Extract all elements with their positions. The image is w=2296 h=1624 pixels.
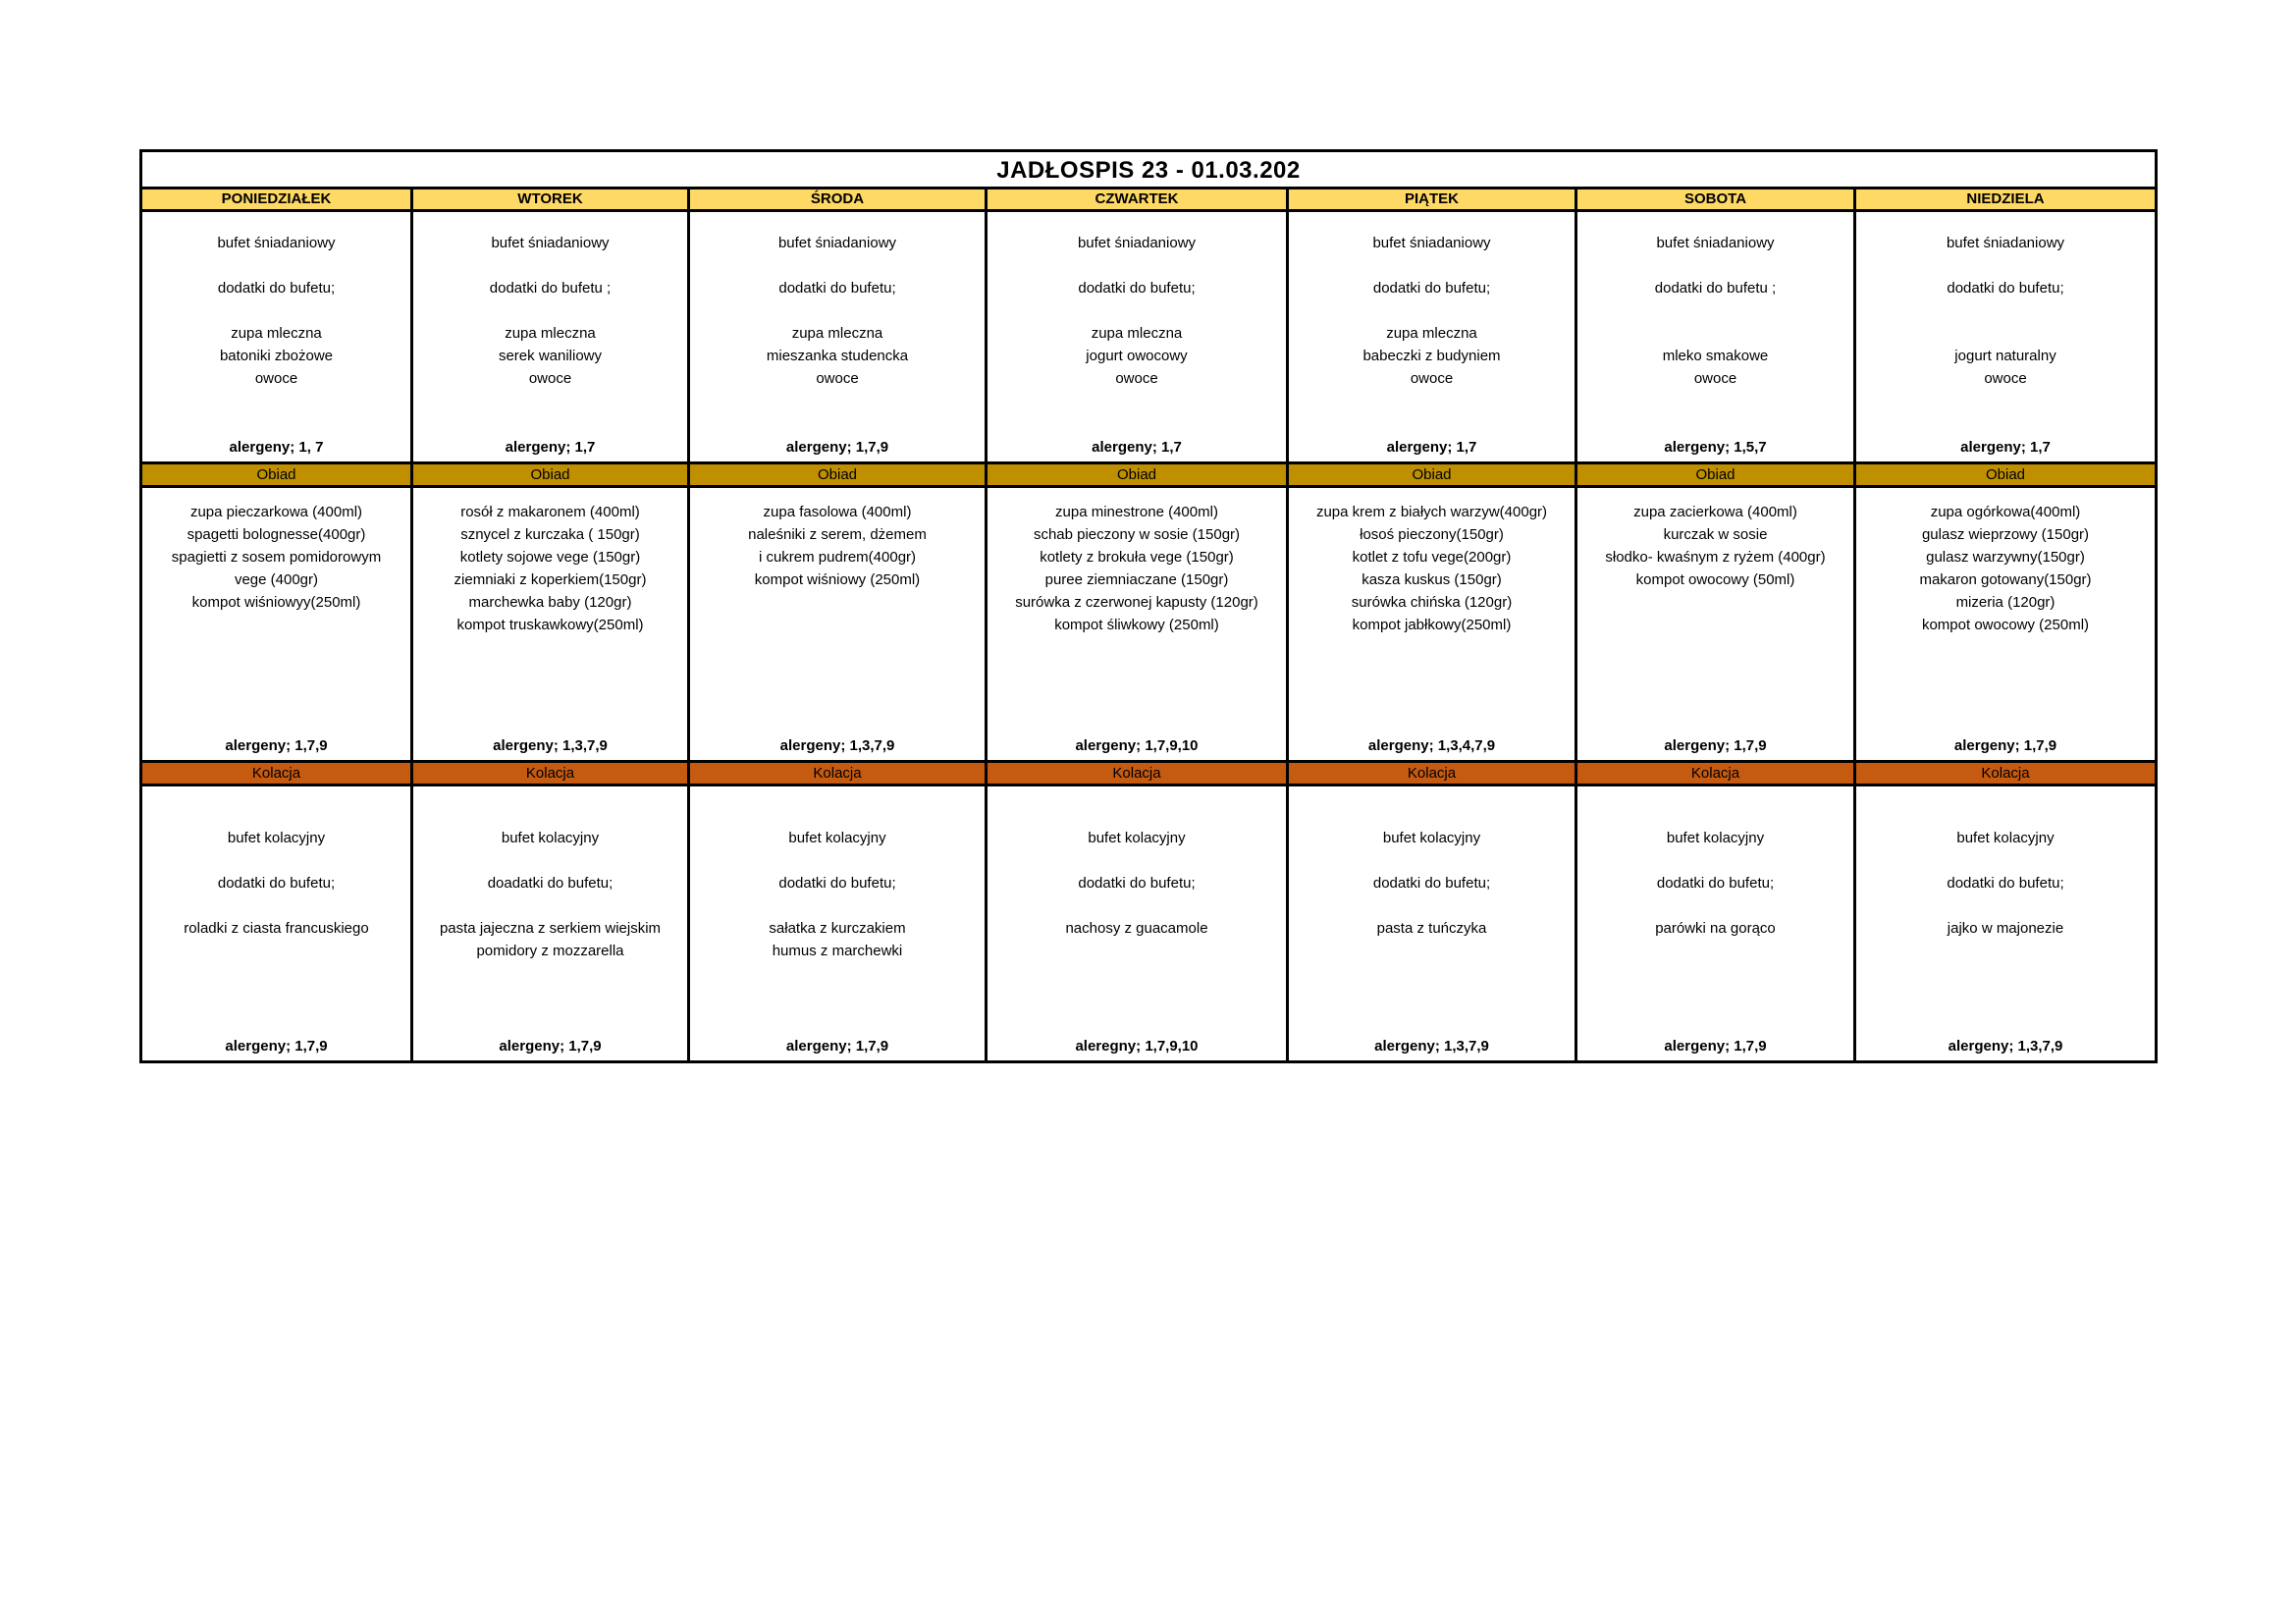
- menu-item-line: [142, 299, 410, 322]
- menu-item-line: jajko w majonezie: [1947, 920, 2064, 937]
- menu-item-line: kotlety z brokuła vege (150gr): [1040, 549, 1234, 566]
- allergens-label: alergeny; 1,7,9: [1953, 737, 2057, 754]
- menu-item-line: pasta jajeczna z serkiem wiejskim: [439, 920, 662, 937]
- menu-items: [1577, 827, 1853, 940]
- allergens-label: alergeny; 1,7,9: [785, 439, 889, 456]
- menu-item-line: doadatki do bufetu;: [487, 875, 614, 892]
- menu-item-line: [1856, 254, 2155, 277]
- menu-item-line: spagietti z sosem pomidorowym: [171, 549, 382, 566]
- menu-item-line: dodatki do bufetu;: [217, 875, 336, 892]
- menu-item-line: mieszanka studencka: [766, 348, 909, 364]
- obiad-label: Obiad: [413, 464, 690, 485]
- day-header-tuesday: WTOREK: [413, 189, 690, 209]
- menu-items: [988, 501, 1286, 636]
- menu-items: [1856, 232, 2155, 390]
- dinner-cell-wednesday: [690, 786, 988, 1060]
- menu-item-line: [413, 894, 687, 917]
- menu-items: [413, 827, 687, 962]
- menu-item-line: owoce: [528, 370, 572, 387]
- menu-item-line: kompot truskawkowy(250ml): [456, 617, 644, 633]
- kolacja-label: Kolacja: [988, 763, 1289, 784]
- allergens-label: alergeny; 1, 7: [229, 439, 324, 456]
- menu-item-line: słodko- kwaśnym z ryżem (400gr): [1605, 549, 1826, 566]
- breakfast-cell-monday: [142, 212, 413, 461]
- menu-item-line: kurczak w sosie: [1663, 526, 1768, 543]
- menu-item-line: [988, 849, 1286, 872]
- menu-item-line: kotlety sojowe vege (150gr): [459, 549, 641, 566]
- menu-item-line: kompot wiśniowy (250ml): [754, 571, 921, 588]
- kolacja-header-row: [142, 763, 2155, 786]
- menu-item-line: jogurt naturalny: [1954, 348, 2056, 364]
- obiad-label: Obiad: [1985, 466, 2026, 483]
- menu-item-line: ziemniaki z koperkiem(150gr): [454, 571, 647, 588]
- allergens-label: alergeny; 1,3,7,9: [1948, 1038, 2063, 1055]
- menu-items: [413, 232, 687, 390]
- kolacja-label: Kolacja: [413, 763, 690, 784]
- obiad-label: Obiad: [142, 464, 413, 485]
- lunch-cell-monday: [142, 488, 413, 760]
- obiad-label: Obiad: [690, 464, 988, 485]
- menu-table: [139, 149, 2158, 1063]
- menu-item-line: dodatki do bufetu ;: [489, 280, 612, 297]
- menu-item-line: [142, 254, 410, 277]
- day-header-friday: PIĄTEK: [1289, 189, 1577, 209]
- menu-item-line: bufet kolacyjny: [1382, 830, 1481, 846]
- menu-item-line: spagetti bolognesse(400gr): [187, 526, 366, 543]
- menu-item-line: dodatki do bufetu ;: [1654, 280, 1777, 297]
- menu-items: [690, 232, 985, 390]
- menu-item-line: kompot wiśniowyy(250ml): [191, 594, 361, 611]
- menu-item-line: zupa fasolowa (400ml): [763, 504, 912, 520]
- menu-items: [1577, 232, 1853, 390]
- menu-item-line: naleśniki z serem, dżemem: [748, 526, 927, 543]
- menu-item-line: bufet śniadaniowy: [1077, 235, 1197, 251]
- menu-item-line: parówki na gorąco: [1655, 920, 1776, 937]
- menu-item-line: bufet kolacyjny: [1088, 830, 1186, 846]
- menu-item-line: [1577, 322, 1853, 345]
- menu-item-line: humus z marchewki: [772, 943, 903, 959]
- menu-item-line: sznycel z kurczaka ( 150gr): [460, 526, 640, 543]
- menu-item-line: [413, 849, 687, 872]
- menu-item-line: [1577, 894, 1853, 917]
- breakfast-cell-sunday: [1856, 212, 2155, 461]
- kolacja-label: Kolacja: [1289, 763, 1577, 784]
- menu-item-line: zupa zacierkowa (400ml): [1633, 504, 1797, 520]
- day-header-thursday: CZWARTEK: [988, 189, 1289, 209]
- menu-item-line: gulasz warzywny(150gr): [1926, 549, 2085, 566]
- menu-item-line: [1289, 299, 1575, 322]
- allergens-label: alergeny; 1,7: [1386, 439, 1477, 456]
- day-header-monday: PONIEDZIAŁEK: [142, 189, 413, 209]
- days-header-row: [142, 189, 2155, 212]
- menu-item-line: dodatki do bufetu;: [778, 280, 896, 297]
- menu-item-line: vege (400gr): [234, 571, 319, 588]
- menu-item-line: i cukrem pudrem(400gr): [758, 549, 917, 566]
- menu-items: [988, 827, 1286, 940]
- menu-item-line: serek waniliowy: [498, 348, 603, 364]
- obiad-label: Obiad: [988, 464, 1289, 485]
- menu-item-line: [1856, 849, 2155, 872]
- menu-item-line: zupa mleczna: [505, 325, 596, 342]
- obiad-header-row: [142, 464, 2155, 488]
- menu-item-line: [690, 849, 985, 872]
- menu-items: [413, 501, 687, 636]
- menu-item-line: [1289, 254, 1575, 277]
- menu-items: [1289, 501, 1575, 636]
- dinner-cell-friday: [1289, 786, 1577, 1060]
- menu-item-line: makaron gotowany(150gr): [1919, 571, 2092, 588]
- menu-item-line: zupa krem z białych warzyw(400gr): [1315, 504, 1548, 520]
- menu-item-line: zupa ogórkowa(400ml): [1930, 504, 2081, 520]
- menu-item-line: kompot owocowy (250ml): [1921, 617, 2090, 633]
- menu-item-line: [988, 894, 1286, 917]
- menu-item-line: zupa mleczna: [1091, 325, 1183, 342]
- allergens-label: alergeny; 1,7,9: [499, 1038, 602, 1055]
- menu-item-line: bufet kolacyjny: [788, 830, 886, 846]
- menu-item-line: bufet śniadaniowy: [217, 235, 336, 251]
- breakfast-cell-friday: [1289, 212, 1577, 461]
- dinner-cell-thursday: [988, 786, 1289, 1060]
- menu-item-line: owoce: [1693, 370, 1737, 387]
- menu-item-line: roladki z ciasta francuskiego: [184, 920, 369, 937]
- menu-item-line: mizeria (120gr): [1955, 594, 2056, 611]
- breakfast-cell-tuesday: [413, 212, 690, 461]
- menu-item-line: bufet kolacyjny: [227, 830, 326, 846]
- menu-item-line: surówka z czerwonej kapusty (120gr): [1015, 594, 1258, 611]
- menu-item-line: bufet kolacyjny: [501, 830, 600, 846]
- menu-item-line: kompot śliwkowy (250ml): [1054, 617, 1219, 633]
- breakfast-cell-thursday: [988, 212, 1289, 461]
- menu-item-line: dodatki do bufetu;: [1372, 280, 1491, 297]
- menu-items: [142, 501, 410, 614]
- menu-item-line: [988, 299, 1286, 322]
- menu-item-line: [413, 299, 687, 322]
- lunch-cell-saturday: [1577, 488, 1856, 760]
- menu-item-line: owoce: [1984, 370, 2027, 387]
- menu-item-line: nachosy z guacamole: [1065, 920, 1208, 937]
- menu-items: [690, 501, 985, 591]
- allergens-label: alergeny; 1,3,7,9: [1374, 1038, 1489, 1055]
- menu-item-line: marchewka baby (120gr): [468, 594, 632, 611]
- menu-item-line: [690, 254, 985, 277]
- menu-item-line: bufet kolacyjny: [1666, 830, 1765, 846]
- menu-items: [1577, 501, 1853, 591]
- kolacja-label: Kolacja: [142, 763, 413, 784]
- menu-item-line: dodatki do bufetu;: [1372, 875, 1491, 892]
- dinner-cell-saturday: [1577, 786, 1856, 1060]
- menu-item-line: [1577, 299, 1853, 322]
- menu-item-line: [1856, 894, 2155, 917]
- lunch-cell-friday: [1289, 488, 1577, 760]
- menu-items: [1856, 827, 2155, 940]
- menu-item-line: [413, 254, 687, 277]
- menu-item-line: dodatki do bufetu;: [1078, 875, 1196, 892]
- dinner-cell-tuesday: [413, 786, 690, 1060]
- allergens-label: alergeny; 1,7: [505, 439, 596, 456]
- menu-item-line: kompot jabłkowy(250ml): [1352, 617, 1512, 633]
- menu-item-line: dodatki do bufetu;: [1078, 280, 1196, 297]
- menu-items: [1289, 827, 1575, 940]
- day-header-wednesday: ŚRODA: [690, 189, 988, 209]
- menu-item-line: owoce: [816, 370, 859, 387]
- menu-item-line: kasza kuskus (150gr): [1362, 571, 1502, 588]
- menu-item-line: pomidory z mozzarella: [476, 943, 624, 959]
- menu-item-line: pasta z tuńczyka: [1376, 920, 1487, 937]
- menu-item-line: kotlet z tofu vege(200gr): [1352, 549, 1512, 566]
- allergens-label: alergeny; 1,7,9: [1664, 737, 1767, 754]
- allergens-label: alergeny; 1,7,9: [225, 1038, 328, 1055]
- menu-item-line: dodatki do bufetu;: [217, 280, 336, 297]
- menu-items: [690, 827, 985, 962]
- menu-item-line: zupa mleczna: [231, 325, 322, 342]
- menu-item-line: dodatki do bufetu;: [1656, 875, 1775, 892]
- lunch-cell-tuesday: [413, 488, 690, 760]
- lunch-cell-thursday: [988, 488, 1289, 760]
- lunch-section: [142, 488, 2155, 763]
- menu-item-line: [988, 254, 1286, 277]
- allergens-label: alergeny; 1,3,7,9: [779, 737, 895, 754]
- allergens-label: alergeny; 1,7,9: [225, 737, 328, 754]
- dinner-section: [142, 786, 2155, 1060]
- kolacja-label: Kolacja: [1577, 763, 1856, 784]
- menu-item-line: [690, 299, 985, 322]
- lunch-cell-sunday: [1856, 488, 2155, 760]
- obiad-label: Obiad: [1289, 464, 1577, 485]
- breakfast-section: [142, 212, 2155, 464]
- menu-item-line: bufet śniadaniowy: [1372, 235, 1491, 251]
- menu-item-line: puree ziemniaczane (150gr): [1044, 571, 1229, 588]
- day-header-saturday: SOBOTA: [1577, 189, 1856, 209]
- allergens-label: alergeny; 1,7,9: [1664, 1038, 1767, 1055]
- menu-item-line: dodatki do bufetu;: [778, 875, 896, 892]
- breakfast-cell-wednesday: [690, 212, 988, 461]
- menu-item-line: kompot owocowy (50ml): [1635, 571, 1795, 588]
- menu-item-line: batoniki zbożowe: [219, 348, 334, 364]
- menu-item-line: [1856, 299, 2155, 322]
- menu-item-line: bufet śniadaniowy: [1946, 235, 2065, 251]
- day-header-sunday: NIEDZIELA: [1966, 190, 2045, 207]
- allergens-label: alergeny; 1,7: [1092, 439, 1182, 456]
- menu-title: JADŁOSPIS 23 - 01.03.202: [142, 152, 2155, 189]
- lunch-cell-wednesday: [690, 488, 988, 760]
- menu-item-line: bufet śniadaniowy: [1656, 235, 1775, 251]
- menu-item-line: łosoś pieczony(150gr): [1360, 526, 1504, 543]
- menu-item-line: zupa mleczna: [791, 325, 883, 342]
- menu-item-line: [1289, 894, 1575, 917]
- allergens-label: alergeny; 1,5,7: [1664, 439, 1767, 456]
- menu-item-line: schab pieczony w sosie (150gr): [1033, 526, 1241, 543]
- menu-item-line: rosół z makaronem (400ml): [460, 504, 640, 520]
- menu-item-line: owoce: [1115, 370, 1158, 387]
- allergens-label: alergeny; 1,3,4,7,9: [1367, 737, 1496, 754]
- menu-item-line: [1289, 849, 1575, 872]
- menu-item-line: [690, 894, 985, 917]
- allergens-label: alergeny; 1,7,9: [785, 1038, 889, 1055]
- menu-item-line: zupa mleczna: [1386, 325, 1477, 342]
- menu-item-line: gulasz wieprzowy (150gr): [1921, 526, 2090, 543]
- menu-item-line: [1577, 849, 1853, 872]
- menu-item-line: mleko smakowe: [1662, 348, 1769, 364]
- menu-item-line: dodatki do bufetu;: [1947, 280, 2064, 297]
- menu-item-line: bufet śniadaniowy: [777, 235, 897, 251]
- menu-item-line: bufet kolacyjny: [1956, 830, 2055, 846]
- menu-items: [1856, 501, 2155, 636]
- allergens-label: alergeny; 1,3,7,9: [493, 737, 608, 754]
- menu-item-line: babeczki z budyniem: [1362, 348, 1501, 364]
- menu-item-line: surówka chińska (120gr): [1351, 594, 1513, 611]
- menu-item-line: [142, 894, 410, 917]
- obiad-label: Obiad: [1577, 464, 1856, 485]
- allergens-label: aleregny; 1,7,9,10: [1075, 1038, 1199, 1055]
- allergens-label: alergeny; 1,7,9,10: [1075, 737, 1199, 754]
- breakfast-cell-saturday: [1577, 212, 1856, 461]
- dinner-cell-monday: [142, 786, 413, 1060]
- menu-item-line: sałatka z kurczakiem: [769, 920, 906, 937]
- menu-items: [142, 232, 410, 390]
- menu-item-line: [142, 849, 410, 872]
- menu-item-line: [1577, 254, 1853, 277]
- kolacja-label: Kolacja: [1981, 765, 2030, 782]
- menu-item-line: zupa minestrone (400ml): [1055, 504, 1218, 520]
- menu-items: [1289, 232, 1575, 390]
- menu-items: [988, 232, 1286, 390]
- dinner-cell-sunday: [1856, 786, 2155, 1060]
- menu-item-line: owoce: [1410, 370, 1454, 387]
- menu-item-line: [1856, 322, 2155, 345]
- menu-item-line: dodatki do bufetu;: [1947, 875, 2064, 892]
- menu-item-line: jogurt owocowy: [1086, 348, 1188, 364]
- menu-items: [142, 827, 410, 940]
- menu-item-line: bufet śniadaniowy: [491, 235, 610, 251]
- kolacja-label: Kolacja: [690, 763, 988, 784]
- menu-item-line: zupa pieczarkowa (400ml): [189, 504, 363, 520]
- allergens-label: alergeny; 1,7: [1960, 439, 2051, 456]
- menu-item-line: owoce: [254, 370, 298, 387]
